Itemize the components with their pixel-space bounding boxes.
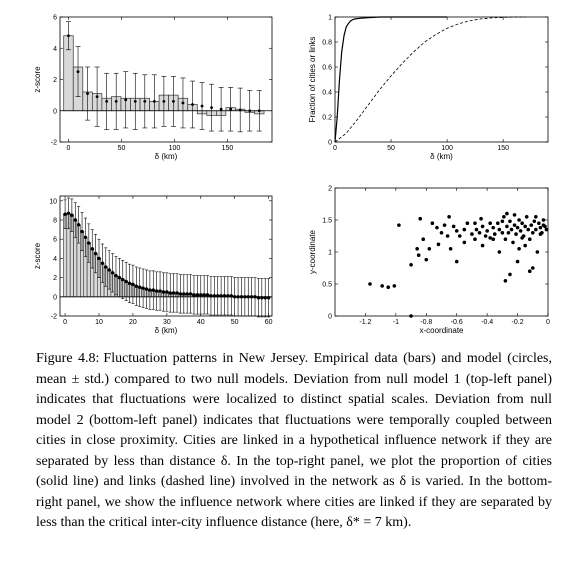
model-point bbox=[152, 288, 155, 291]
y-tick-label: 10 bbox=[49, 198, 57, 206]
scatter-point bbox=[424, 258, 428, 262]
x-tick-label: 150 bbox=[221, 145, 234, 152]
scatter-point bbox=[537, 221, 541, 225]
scatter-point bbox=[542, 218, 546, 222]
model-point bbox=[67, 34, 70, 37]
y-tick-label: 6 bbox=[53, 14, 57, 22]
model-point bbox=[86, 92, 89, 95]
model-point bbox=[162, 290, 165, 293]
y-tick-label: 0.2 bbox=[322, 114, 332, 122]
model-point bbox=[264, 296, 267, 299]
model-point bbox=[229, 108, 232, 111]
model-point bbox=[196, 293, 199, 296]
scatter-point bbox=[523, 225, 527, 229]
scatter-point bbox=[514, 232, 518, 236]
scatter-point bbox=[455, 229, 459, 233]
y-tick-label: 0 bbox=[53, 108, 57, 116]
panel-top-right bbox=[335, 17, 548, 142]
scatter-point bbox=[534, 215, 538, 219]
model-point bbox=[206, 293, 209, 296]
scatter-point bbox=[386, 285, 390, 289]
scatter-point bbox=[533, 219, 537, 223]
scatter-point bbox=[501, 219, 505, 223]
model-point bbox=[243, 295, 246, 298]
x-tick-label: 50 bbox=[117, 145, 126, 152]
scatter-point bbox=[523, 244, 527, 248]
model-point bbox=[182, 102, 185, 105]
x-tick-label: 60 bbox=[264, 319, 273, 326]
scatter-point bbox=[449, 247, 453, 251]
model-point bbox=[213, 294, 216, 297]
scatter-point bbox=[498, 228, 502, 232]
y-tick-label: 1.5 bbox=[322, 217, 332, 225]
scatter-point bbox=[481, 244, 485, 248]
y-tick-label: 0 bbox=[328, 313, 332, 321]
model-point bbox=[114, 274, 117, 277]
y-axis-label: z-score bbox=[33, 66, 42, 93]
scatter-point bbox=[517, 218, 521, 222]
model-point bbox=[124, 280, 127, 283]
model-point bbox=[96, 95, 99, 98]
model-point bbox=[138, 286, 141, 289]
scatter-point bbox=[513, 213, 517, 217]
scatter-point bbox=[525, 215, 529, 219]
model-point bbox=[189, 292, 192, 295]
scatter-point bbox=[452, 225, 456, 229]
y-tick-label: 0.4 bbox=[322, 89, 332, 97]
scatter-point bbox=[421, 237, 425, 241]
y-tick-label: 0 bbox=[328, 139, 332, 147]
scatter-point bbox=[496, 221, 500, 225]
scatter-point bbox=[508, 273, 512, 277]
scatter-point bbox=[528, 269, 532, 273]
model-point bbox=[148, 288, 151, 291]
y-tick-label: 4 bbox=[53, 255, 57, 263]
model-point bbox=[202, 293, 205, 296]
model-point bbox=[107, 268, 110, 271]
model-point bbox=[143, 100, 146, 103]
scatter-point bbox=[463, 241, 467, 245]
model-point bbox=[111, 271, 114, 274]
model-point bbox=[230, 294, 233, 297]
scatter-point bbox=[520, 236, 524, 240]
model-point bbox=[158, 289, 161, 292]
scatter-point bbox=[511, 241, 515, 245]
scatter-point bbox=[501, 231, 505, 235]
model-point bbox=[80, 230, 83, 233]
x-tick-label: -0.2 bbox=[511, 319, 524, 326]
y-tick-label: -2 bbox=[50, 313, 57, 321]
x-axis-label: δ (km) bbox=[154, 152, 178, 161]
scatter-point bbox=[539, 232, 543, 236]
model-point bbox=[260, 296, 263, 299]
scatter-point bbox=[473, 221, 477, 225]
y-tick-label: 1 bbox=[328, 249, 332, 257]
scatter-point bbox=[431, 221, 435, 225]
model-point bbox=[121, 278, 124, 281]
model-point bbox=[199, 293, 202, 296]
scatter-point bbox=[529, 223, 533, 227]
model-point bbox=[67, 212, 70, 215]
model-point bbox=[97, 257, 100, 260]
x-tick-label: 50 bbox=[387, 145, 395, 152]
x-tick-label: 50 bbox=[230, 319, 239, 326]
scatter-point bbox=[481, 225, 485, 229]
model-point bbox=[172, 291, 175, 294]
scatter-point bbox=[466, 221, 470, 225]
x-tick-label: 40 bbox=[196, 319, 205, 326]
scatter-point bbox=[415, 247, 419, 251]
scatter-point bbox=[504, 237, 508, 241]
x-axis-label: x-coordinate bbox=[419, 326, 464, 335]
model-point bbox=[233, 295, 236, 298]
figure-caption bbox=[36, 349, 552, 534]
model-point bbox=[258, 109, 261, 112]
caption-text: Fluctuation patterns in New Jersey. Empirical data (bars) and model (circles, mean ± std.) compared to two null models. Deviation from null model 1 (top-left panel) indicates that fluctuations were localized to distinct spatial scales. Deviation from null model 2 (bottom-left panel) indicates that fluctuations were temporally coupled between cities in close proximity. Cities are linked in a hypothetical influence network if they are separated by less than distance δ. In the top-right panel, we plot the proportion of cities (solid line) and links (dashed line) involved in the network as δ is varied. In the bottom-right panel, we show the influence network where cities are linked if they are separated by less than the critical inter-city influence distance (here, δ* = 7 km). bbox=[36, 351, 552, 530]
model-point bbox=[172, 100, 175, 103]
x-axis-label: δ (km) bbox=[154, 326, 178, 335]
x-tick-label: 0 bbox=[546, 319, 550, 326]
scatter-point bbox=[446, 234, 450, 238]
scatter-point bbox=[393, 284, 397, 288]
scatter-point bbox=[488, 221, 492, 225]
scatter-point bbox=[507, 231, 511, 235]
y-axis-label: z-score bbox=[33, 242, 42, 270]
x-tick-label: -0.8 bbox=[420, 319, 433, 326]
model-point bbox=[118, 276, 121, 279]
scatter-point bbox=[531, 231, 535, 235]
model-point bbox=[248, 109, 251, 112]
y-tick-label: 2 bbox=[53, 77, 57, 84]
scatter-point bbox=[417, 253, 421, 257]
model-point bbox=[186, 292, 189, 295]
series-line-dashed bbox=[335, 17, 526, 142]
model-point bbox=[236, 295, 239, 298]
model-point bbox=[128, 282, 131, 285]
model-point bbox=[63, 213, 66, 216]
x-tick-label: -1 bbox=[392, 319, 399, 326]
scatter-point bbox=[447, 215, 451, 219]
scatter-point bbox=[539, 226, 543, 230]
scatter-point bbox=[536, 250, 540, 254]
model-point bbox=[253, 295, 256, 298]
y-tick-label: 6 bbox=[53, 236, 57, 244]
model-point bbox=[210, 106, 213, 109]
model-point bbox=[162, 100, 165, 103]
scatter-point bbox=[531, 266, 535, 270]
model-point bbox=[134, 100, 137, 103]
model-point bbox=[223, 294, 226, 297]
scatter-point bbox=[484, 234, 488, 238]
x-tick-label: 0 bbox=[333, 145, 337, 152]
model-point bbox=[165, 290, 168, 293]
model-point bbox=[192, 293, 195, 296]
model-point bbox=[101, 262, 104, 265]
x-tick-label: 150 bbox=[497, 145, 510, 152]
model-point bbox=[141, 286, 144, 289]
scatter-point bbox=[526, 228, 530, 232]
scatter-point bbox=[510, 228, 514, 232]
model-point bbox=[247, 295, 250, 298]
scatter-point bbox=[508, 219, 512, 223]
model-point bbox=[226, 294, 229, 297]
model-point bbox=[77, 223, 80, 226]
scatter-point bbox=[409, 263, 413, 267]
scatter-point bbox=[513, 223, 517, 227]
x-axis-label: δ (km) bbox=[430, 152, 453, 161]
y-tick-label: 1 bbox=[328, 14, 332, 22]
x-tick-label: -0.4 bbox=[481, 319, 494, 326]
y-tick-label: 2 bbox=[53, 275, 57, 283]
scatter-point bbox=[542, 223, 546, 227]
y-tick-label: 0 bbox=[53, 294, 57, 302]
scatter-point bbox=[491, 237, 495, 241]
scatter-point bbox=[479, 217, 483, 221]
scatter-point bbox=[380, 284, 384, 288]
model-point bbox=[257, 296, 260, 299]
scatter-point bbox=[455, 260, 459, 264]
model-point bbox=[175, 291, 178, 294]
scatter-point bbox=[418, 217, 422, 221]
model-point bbox=[124, 98, 127, 101]
scatter-point bbox=[470, 232, 474, 236]
model-point bbox=[201, 105, 204, 108]
model-point bbox=[191, 103, 194, 106]
model-point bbox=[250, 295, 253, 298]
x-tick-label: 100 bbox=[168, 145, 181, 152]
scatter-point bbox=[435, 226, 439, 230]
x-tick-label: 30 bbox=[162, 319, 171, 326]
scatter-point bbox=[440, 231, 444, 235]
y-tick-label: -2 bbox=[50, 139, 57, 147]
model-point bbox=[84, 236, 87, 239]
scatter-point bbox=[491, 226, 495, 230]
y-tick-label: 8 bbox=[53, 217, 57, 225]
scatter-point bbox=[505, 212, 509, 216]
scatter-point bbox=[516, 226, 520, 230]
plot-frame bbox=[335, 17, 548, 142]
model-point bbox=[179, 292, 182, 295]
scatter-point bbox=[504, 279, 508, 283]
caption-label: Figure 4.8: bbox=[36, 351, 100, 366]
scatter-point bbox=[368, 282, 372, 286]
scatter-point bbox=[519, 229, 523, 233]
y-tick-label: 0.5 bbox=[322, 281, 332, 289]
model-point bbox=[115, 100, 118, 103]
scatter-point bbox=[502, 215, 506, 219]
model-point bbox=[70, 214, 73, 217]
model-point bbox=[239, 109, 242, 112]
scatter-point bbox=[528, 237, 532, 241]
x-tick-label: 0 bbox=[66, 145, 71, 152]
model-point bbox=[91, 247, 94, 250]
x-tick-label: 20 bbox=[129, 319, 137, 326]
model-point bbox=[131, 283, 134, 286]
scatter-point bbox=[428, 247, 432, 251]
model-point bbox=[220, 108, 223, 111]
scatter-point bbox=[520, 221, 524, 225]
scatter-point bbox=[463, 228, 467, 232]
scatter-point bbox=[397, 223, 401, 227]
scatter-point bbox=[534, 228, 538, 232]
y-axis-label: Fraction of cities or links bbox=[308, 36, 317, 123]
y-tick-label: 4 bbox=[53, 45, 57, 53]
scatter-point bbox=[498, 250, 502, 254]
scatter-point bbox=[516, 260, 520, 264]
model-point bbox=[104, 265, 107, 268]
y-tick-label: 2 bbox=[328, 185, 332, 193]
model-point bbox=[105, 100, 108, 103]
model-point bbox=[87, 241, 90, 244]
model-point bbox=[182, 292, 185, 295]
scatter-point bbox=[493, 232, 497, 236]
series-line-solid bbox=[335, 17, 447, 142]
panel-top-left bbox=[60, 17, 272, 142]
x-tick-label: -0.6 bbox=[450, 319, 463, 326]
x-tick-label: 0 bbox=[63, 319, 68, 326]
model-point bbox=[240, 295, 243, 298]
scatter-point bbox=[517, 247, 521, 251]
scatter-point bbox=[505, 225, 509, 229]
x-tick-label: 100 bbox=[441, 145, 453, 152]
model-point bbox=[94, 252, 97, 255]
y-axis-label: y-coordinate bbox=[308, 229, 317, 275]
model-point bbox=[135, 285, 138, 288]
model-point bbox=[216, 294, 219, 297]
model-point bbox=[209, 294, 212, 297]
panel-bottom-left bbox=[60, 196, 272, 317]
model-point bbox=[153, 100, 156, 103]
model-point bbox=[169, 291, 172, 294]
y-tick-label: 0.6 bbox=[322, 64, 332, 72]
scatter-point bbox=[485, 229, 489, 233]
x-tick-label: -1.2 bbox=[359, 319, 372, 326]
scatter-point bbox=[478, 231, 482, 235]
plot-frame bbox=[335, 188, 548, 316]
y-tick-label: 0.8 bbox=[322, 39, 332, 47]
x-tick-label: 10 bbox=[95, 319, 103, 326]
scatter-point bbox=[475, 228, 479, 232]
model-point bbox=[219, 294, 222, 297]
model-point bbox=[145, 287, 148, 290]
scatter-point bbox=[443, 223, 447, 227]
scatter-point bbox=[458, 234, 462, 238]
model-point bbox=[74, 218, 77, 221]
scatter-point bbox=[437, 243, 441, 247]
model-point bbox=[155, 289, 158, 292]
panel-bottom-right bbox=[335, 188, 548, 318]
model-point bbox=[77, 70, 80, 73]
scatter-point bbox=[473, 237, 477, 241]
